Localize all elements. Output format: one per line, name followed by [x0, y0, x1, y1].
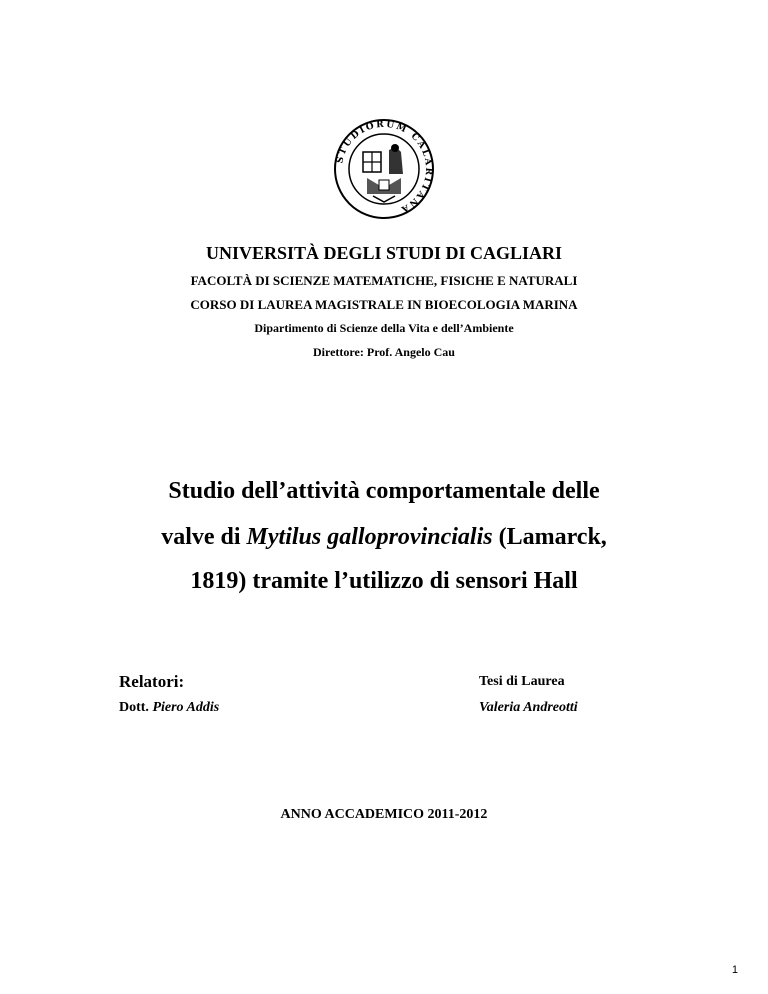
university-seal-icon [333, 118, 435, 220]
department-name: Dipartimento di Scienze della Vita e dell’Ambiente [254, 321, 514, 335]
supervisor-name [119, 700, 219, 716]
course-name: CORSO DI LAUREA MAGISTRALE IN BIOECOLOGIA MARINA [190, 297, 578, 312]
page-number: 1 [731, 964, 738, 976]
thesis-label: Tesi di Laurea [479, 674, 565, 689]
director-name: Direttore: Prof. Angelo Cau [313, 345, 455, 359]
title-text: valve di [161, 524, 247, 550]
thesis-title-line-3: 1819) tramite l’utilizzo di sensori Hall [190, 568, 578, 594]
thesis-title-line-1: Studio dell’attività comportamentale delle [168, 478, 600, 504]
seal-motto: STUDIORUM CALARITANA [335, 119, 434, 215]
supervisor-name-text: Piero Addis [152, 700, 220, 715]
thesis-title-line-2 [0, 524, 768, 551]
species-name: Mytilus galloprovincialis [246, 524, 493, 550]
thesis-author: Valeria Andreotti [479, 700, 578, 715]
academic-year: ANNO ACCADEMICO 2011-2012 [280, 807, 488, 822]
faculty-name: FACOLTÀ DI SCIENZE MATEMATICHE, FISICHE E NATURALI [190, 273, 578, 288]
title-text: (Lamarck, [492, 524, 607, 550]
supervisors-label: Relatori: [119, 672, 185, 691]
university-name: UNIVERSITÀ DEGLI STUDI DI CAGLIARI [205, 243, 563, 263]
supervisor-prefix: Dott. [119, 700, 153, 715]
